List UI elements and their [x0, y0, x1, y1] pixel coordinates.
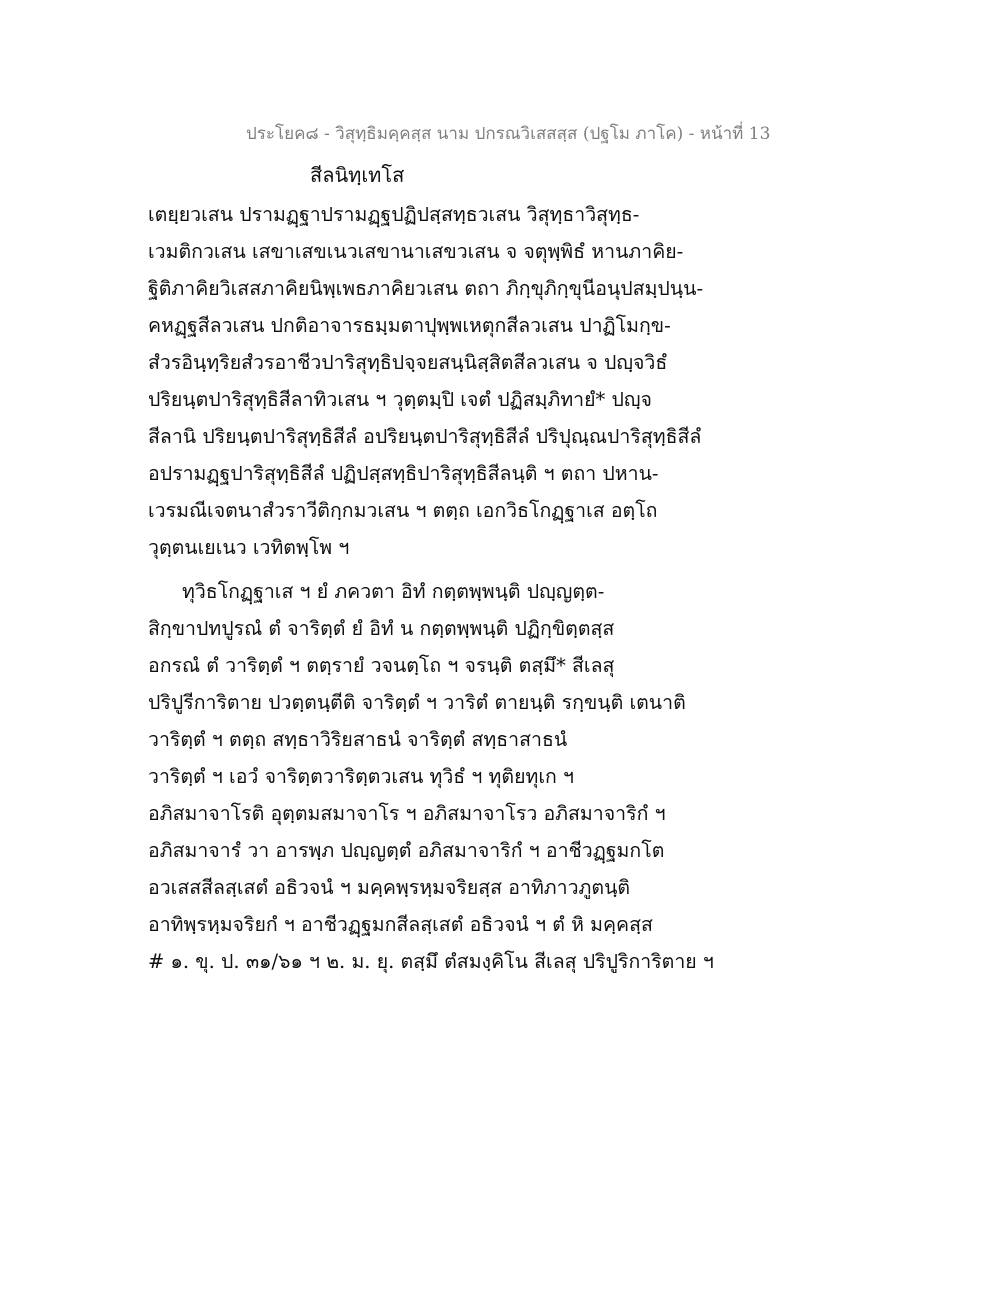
text-line: วุตฺตนเยเนว เวทิตพฺโพ ฯ: [148, 536, 350, 559]
text-line: อปรามฏฺฐปาริสุทฺธิสีลํ ปฏิปสฺสทฺธิปาริสุทฺธิสีลนฺติ ฯ ตถา ปหาน-: [148, 462, 659, 485]
text-line: อวเสสสีลสฺเสตํ อธิวจนํ ฯ มคฺคพฺรหฺมจริยสฺส อาทิภาวภูตนฺติ: [148, 876, 631, 899]
text-line: สีลานิ ปริยนฺตปาริสุทฺธิสีลํ อปริยนฺตปาริสุทฺธิสีลํ ปริปุณฺณปาริสุทฺธิสีลํ: [148, 425, 702, 448]
text-line-indented: ทุวิธโกฏฺฐาเส ฯ ยํ ภควตา อิทํ กตฺตพฺพนฺติ ปญฺญตฺต-: [182, 580, 605, 603]
footnote-line: # ๑. ขุ. ป. ๓๑/๖๑ ฯ ๒. ม. ยุ. ตสฺมึ ตํสมงฺคิโน สีเลสุ ปริปูริการิตาย ฯ: [148, 950, 714, 973]
text-line: สํวรอินฺทฺริยสํวรอาชีวปาริสุทฺธิปจฺจยสนฺนิสฺสิตสีลวเสน จ ปญฺจวิธํ: [148, 351, 668, 374]
text-line: สิกฺขาปทปูรณํ ตํ จาริตฺตํ ยํ อิทํ น กตฺตพฺพนฺติ ปฏิกฺขิตฺตสฺส: [148, 617, 615, 640]
paragraph-gap: [148, 566, 748, 573]
text-line: ฐิติภาคิยวิเสสภาคิยนิพฺเพธภาคิยวเสน ตถา ภิกฺขุภิกฺขุนีอนุปสมฺปนฺน-: [148, 277, 704, 300]
text-line: เตยฺยวเสน ปรามฏฺฐาปรามฏฺฐปฏิปสฺสทฺธวเสน วิสุทฺธาวิสุทฺธ-: [148, 203, 640, 226]
text-line: คหฏฺฐสีลวเสน ปกติอาจารธมฺมตาปุพฺพเหตุกสีลวเสน ปาฏิโมกฺข-: [148, 314, 671, 337]
text-line: อภิสมาจาโรติ อุตฺตมสมาจาโร ฯ อภิสมาจาโรว อภิสมาจาริกํ ฯ: [148, 802, 666, 825]
running-header: ประโยค๘ - วิสุทฺธิมคฺคสฺส นาม ปกรณวิเสสสฺส (ปฐโม ภาโค) - หน้าที่ 13: [246, 124, 771, 144]
text-line: เวมติกวเสน เสขาเสขเนวเสขานาเสขวเสน จ จตุพฺพิธํ หานภาคิย-: [148, 240, 684, 263]
text-line: ปริยนฺตปาริสุทฺธิสีลาทิวเสน ฯ วุตฺตมฺปิ เจตํ ปฏิสมฺภิทายํ* ปญฺจ: [148, 388, 652, 411]
paragraph-1: [148, 196, 748, 566]
text-line: วาริตฺตํ ฯ เอวํ จาริตฺตวาริตฺตวเสน ทุวิธํ ฯ ทุติยทุเก ฯ: [148, 765, 574, 788]
paragraph-2: [148, 573, 748, 980]
text-line: อาทิพฺรหฺมจริยกํ ฯ อาชีวฏฺฐมกสีลสฺเสตํ อธิวจนํ ฯ ตํ หิ มคฺคสฺส: [148, 913, 653, 936]
text-line: ปริปูรีการิตาย ปวตฺตนฺตีติ จาริตฺตํ ฯ วาริตํ ตายนฺติ รกฺขนฺติ เตนาติ: [148, 691, 686, 714]
body-text: [148, 196, 748, 980]
text-line: อภิสมาจารํ วา อารพฺภ ปญฺญตฺตํ อภิสมาจาริกํ ฯ อาชีวฏฺฐมกโต: [148, 839, 665, 862]
section-title: สีลนิทฺเทโส: [310, 163, 405, 187]
text-line: อกรณํ ตํ วาริตฺตํ ฯ ตตฺรายํ วจนตฺโถ ฯ จรนฺติ ตสฺมึ* สีเลสุ: [148, 654, 615, 677]
text-line: วาริตฺตํ ฯ ตตฺถ สทฺธาวิริยสาธนํ จาริตฺตํ สทฺธาสาธนํ: [148, 728, 568, 751]
text-line: เวรมณีเจตนาสํวราวีติกฺกมวเสน ฯ ตตฺถ เอกวิธโกฏฺฐาเส อตฺโถ: [148, 499, 658, 522]
